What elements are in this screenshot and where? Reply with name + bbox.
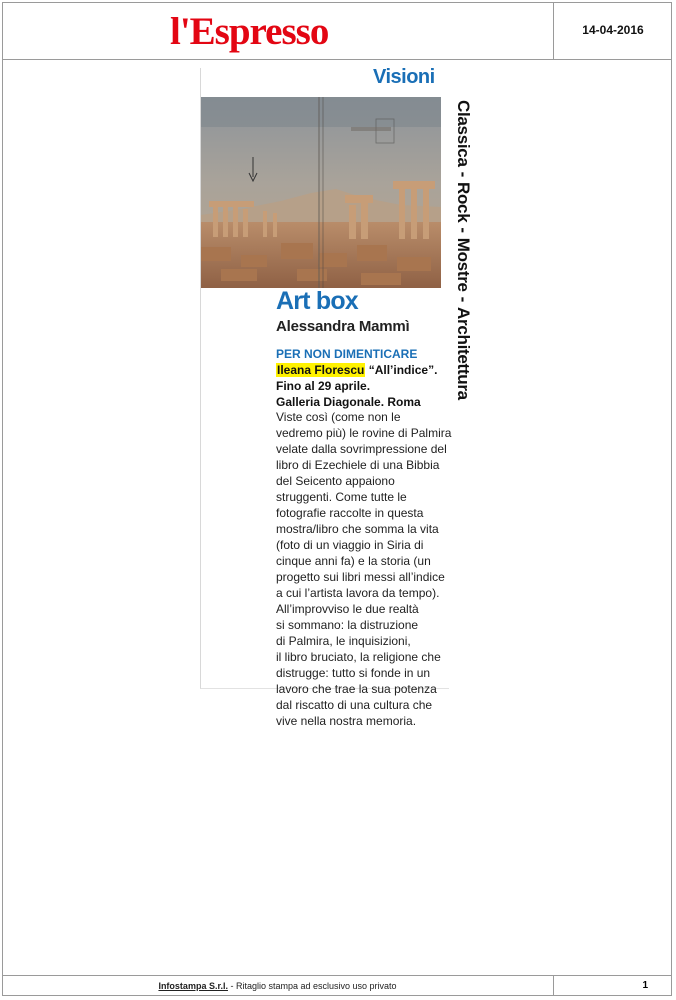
body-line: cinque anni fa) e la storia (un (276, 554, 431, 568)
exhibition-dates: Fino al 29 aprile. (276, 379, 371, 393)
category-separator: - (454, 227, 473, 233)
kicker-label: PER NON DIMENTICARE (276, 347, 418, 361)
body-line: distrugge: tutto si fonde in un (276, 666, 431, 680)
body-line: progetto sui libri messi all’indice (276, 570, 445, 584)
page-number: 1 (642, 980, 648, 991)
body-line: libro di Ezechiele di una Bibbia (276, 458, 440, 472)
body-line: a cui l’artista lavora da tempo). (276, 586, 440, 600)
body-line: mostra/libro che somma la vita (276, 522, 439, 536)
footer (2, 975, 672, 996)
body-line: vedremo più) le rovine di Palmira (276, 426, 452, 440)
exhibition-venue: Galleria Diagonale. Roma (276, 395, 421, 409)
footer-note (2, 976, 553, 996)
category-separator: - (454, 296, 473, 303)
footer-disclaimer: - Ritaglio stampa ad esclusivo uso privato (227, 981, 397, 991)
body-line: Viste così (come non le (276, 410, 401, 424)
body-line: All’improvviso le due realtà (276, 602, 419, 616)
category-list (452, 100, 474, 440)
category-architettura: Architettura (454, 307, 473, 400)
footer-company: Infostampa S.r.l. (158, 981, 228, 991)
body-line: velate dalla sovrimpressione del (276, 442, 447, 456)
category-mostre: Mostre (454, 237, 473, 292)
exhibition-info (276, 362, 451, 410)
category-classica: Classica (454, 100, 473, 167)
body-line: dal riscatto di una cultura che (276, 698, 433, 712)
body-line: struggenti. Come tutte le (276, 490, 407, 504)
espresso-logo (170, 10, 384, 54)
category-rock: Rock (454, 181, 473, 223)
section-title: Visioni (373, 66, 435, 88)
body-line: del Seicento appaiono (276, 474, 395, 488)
column-title: Art box (276, 287, 358, 315)
body-line: fotografie raccolte in questa (276, 506, 424, 520)
palmyra-photo (201, 97, 441, 288)
artist-name-highlight: Ileana Florescu (277, 363, 365, 377)
category-separator: - (454, 171, 473, 177)
article-body (276, 409, 452, 729)
body-line: il libro bruciato, la religione che (276, 650, 441, 664)
body-line: di Palmira, le inquisizioni, (276, 634, 411, 648)
category-band (452, 100, 474, 440)
author-name: Alessandra Mammì (276, 318, 410, 335)
body-line: (foto di un viaggio in Siria di (276, 538, 424, 552)
body-line: lavoro che trae la sua potenza (276, 682, 437, 696)
work-title: “All’indice”. (368, 363, 438, 377)
header (2, 2, 672, 60)
artist-line (276, 362, 451, 378)
body-line: si sommano: la distruzione (276, 618, 419, 632)
body-line: vive nella nostra memoria. (276, 714, 417, 728)
press-clipping (200, 66, 452, 728)
publication-date: 14-04-2016 (582, 23, 644, 37)
logo-text: l'Espresso (170, 10, 329, 53)
